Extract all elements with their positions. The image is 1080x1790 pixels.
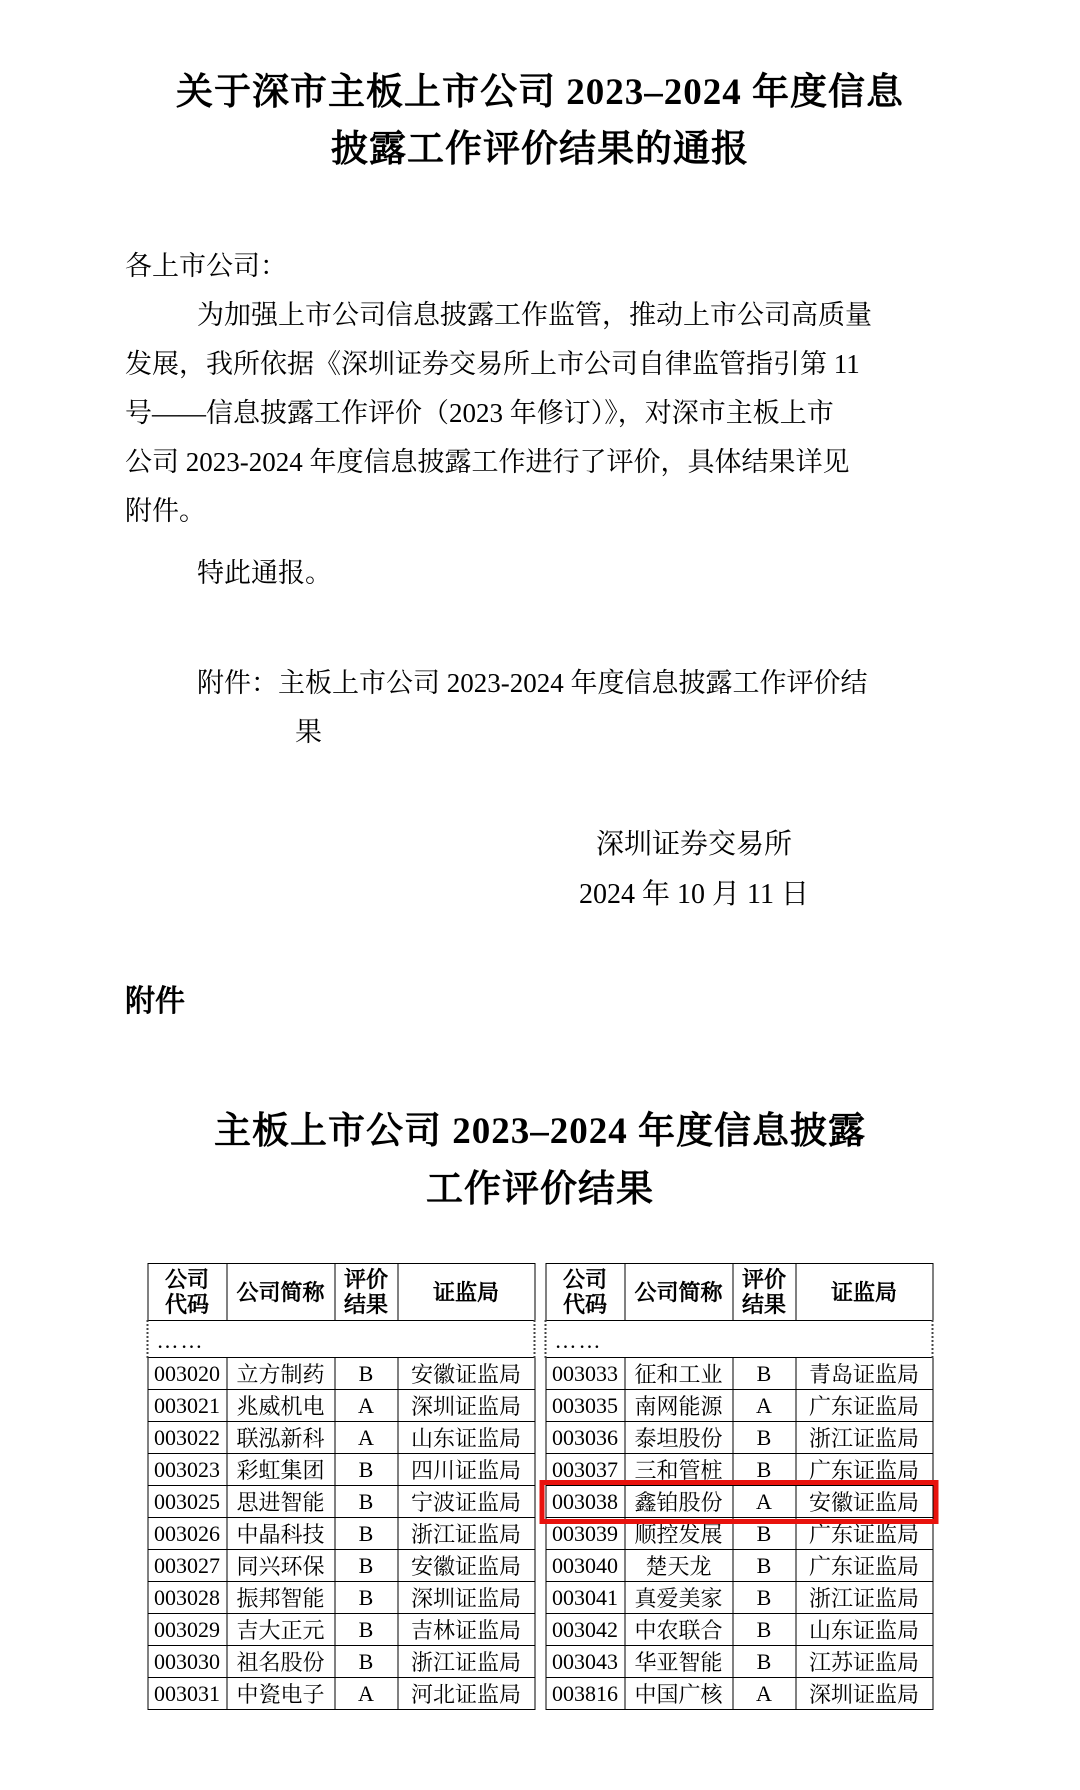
company-name-cell: 振邦智能 [227,1582,335,1614]
company-code-cell: 003041 [546,1582,625,1614]
bureau-cell: 安徽证监局 [796,1486,933,1518]
paragraph-line: 为加强上市公司信息披露工作监管，推动上市公司高质量 [197,300,872,330]
table-row [148,1454,535,1486]
table-row [148,1518,535,1550]
grade-cell: B [335,1614,398,1646]
company-name-cell: 泰坦股份 [625,1422,733,1454]
company-name-cell: 吉大正元 [227,1614,335,1646]
company-code-cell: 003036 [546,1422,625,1454]
bureau-cell: 山东证监局 [398,1422,535,1454]
grade-cell: B [733,1422,796,1454]
table-row [546,1358,933,1390]
grade-cell: B [335,1646,398,1678]
ellipsis-cell: …… [546,1321,933,1358]
company-code-cell: 003816 [546,1678,625,1710]
table-row [148,1550,535,1582]
bureau-cell: 安徽证监局 [398,1358,535,1390]
attachment-note-line2: 果 [295,717,322,747]
bureau-cell: 深圳证监局 [796,1678,933,1710]
company-code-cell: 003028 [148,1582,227,1614]
company-code-cell: 003021 [148,1390,227,1422]
signature-block [448,820,940,920]
grade-cell: B [733,1582,796,1614]
grade-cell: A [733,1390,796,1422]
ellipsis-cell: …… [148,1321,535,1358]
company-code-cell: 003027 [148,1550,227,1582]
company-name-cell: 楚天龙 [625,1550,733,1582]
table-row [546,1518,933,1550]
company-code-cell: 003033 [546,1358,625,1390]
closing-line: 特此通报。 [197,558,332,588]
notice-body [125,242,957,598]
table-row [148,1582,535,1614]
header-company-name: 公司简称 [625,1264,733,1321]
bureau-cell: 浙江证监局 [398,1518,535,1550]
company-name-cell: 同兴环保 [227,1550,335,1582]
table-row [148,1486,535,1518]
attachment-label: 附件 [125,985,185,1018]
grade-cell: B [733,1518,796,1550]
attachment-title [0,1103,1080,1219]
company-name-cell: 华亚智能 [625,1646,733,1678]
company-name-cell: 顺控发展 [625,1518,733,1550]
results-tables [147,1263,934,1710]
ellipsis-row [546,1321,933,1358]
company-name-cell: 中国广核 [625,1678,733,1710]
table-header [546,1264,933,1321]
paragraph-line: 号——信息披露工作评价（2023 年修订）》，对深市主板上市 [125,398,834,428]
company-name-cell: 真爱美家 [625,1582,733,1614]
bureau-cell: 广东证监局 [796,1454,933,1486]
table-row [546,1454,933,1486]
grade-cell: A [733,1486,796,1518]
bureau-cell: 深圳证监局 [398,1582,535,1614]
table-row [148,1646,535,1678]
issue-date: 2024 年 10 月 11 日 [579,879,809,910]
grade-cell: A [335,1390,398,1422]
results-table-left [147,1263,536,1710]
bureau-cell: 浙江证监局 [398,1646,535,1678]
paragraph-line: 发展，我所依据《深圳证券交易所上市公司自律监管指引第 11 [125,349,860,379]
table-row [546,1550,933,1582]
company-code-cell: 003025 [148,1486,227,1518]
company-name-cell: 祖名股份 [227,1646,335,1678]
header-company-code: 公司 代码 [546,1264,625,1321]
bureau-cell: 深圳证监局 [398,1390,535,1422]
grade-cell: B [733,1614,796,1646]
table-row [546,1582,933,1614]
notice-title [0,64,1080,178]
bureau-cell: 宁波证监局 [398,1486,535,1518]
company-name-cell: 南网能源 [625,1390,733,1422]
grade-cell: B [335,1550,398,1582]
paragraph-line: 公司 2023-2024 年度信息披露工作进行了评价，具体结果详见 [125,447,850,477]
table-row [546,1646,933,1678]
company-code-cell: 003042 [546,1614,625,1646]
company-code-cell: 003029 [148,1614,227,1646]
bureau-cell: 广东证监局 [796,1550,933,1582]
attachment-note-line1: 附件：主板上市公司 2023-2024 年度信息披露工作评价结 [197,668,868,698]
company-code-cell: 003038 [546,1486,625,1518]
table-header [148,1264,535,1321]
company-code-cell: 003043 [546,1646,625,1678]
issuer-name: 深圳证券交易所 [595,829,792,860]
table-row [546,1390,933,1422]
company-code-cell: 003035 [546,1390,625,1422]
company-code-cell: 003030 [148,1646,227,1678]
header-company-name: 公司简称 [227,1264,335,1321]
grade-cell: A [335,1422,398,1454]
bureau-cell: 吉林证监局 [398,1614,535,1646]
table-row [148,1678,535,1710]
grade-cell: A [733,1678,796,1710]
bureau-cell: 青岛证监局 [796,1358,933,1390]
bureau-cell: 广东证监局 [796,1390,933,1422]
grade-cell: B [733,1454,796,1486]
company-code-cell: 003026 [148,1518,227,1550]
company-code-cell: 003039 [546,1518,625,1550]
notice-title-line1: 关于深市主板上市公司 2023–2024 年度信息 [176,72,904,113]
grade-cell: B [733,1550,796,1582]
table-row [546,1422,933,1454]
grade-cell: B [733,1358,796,1390]
company-name-cell: 中农联合 [625,1614,733,1646]
company-name-cell: 三和管桩 [625,1454,733,1486]
table-row [546,1678,933,1710]
table-row [148,1358,535,1390]
paragraph-line: 附件。 [125,496,206,526]
grade-cell: B [335,1358,398,1390]
grade-cell: A [335,1678,398,1710]
table-row [546,1614,933,1646]
bureau-cell: 安徽证监局 [398,1550,535,1582]
company-name-cell: 鑫铂股份 [625,1486,733,1518]
attachment-title-line2: 工作评价结果 [426,1169,654,1210]
company-name-cell: 联泓新科 [227,1422,335,1454]
header-grade: 评价 结果 [335,1264,398,1321]
header-bureau: 证监局 [398,1264,535,1321]
notice-title-line2: 披露工作评价结果的通报 [331,129,749,170]
bureau-cell: 山东证监局 [796,1614,933,1646]
company-name-cell: 中晶科技 [227,1518,335,1550]
salutation: 各上市公司： [125,251,287,281]
company-name-cell: 彩虹集团 [227,1454,335,1486]
company-name-cell: 征和工业 [625,1358,733,1390]
bureau-cell: 浙江证监局 [796,1582,933,1614]
table-row [148,1614,535,1646]
company-name-cell: 立方制药 [227,1358,335,1390]
grade-cell: B [733,1646,796,1678]
ellipsis-row [148,1321,535,1358]
company-name-cell: 中瓷电子 [227,1678,335,1710]
grade-cell: B [335,1582,398,1614]
company-code-cell: 003037 [546,1454,625,1486]
grade-cell: B [335,1518,398,1550]
header-bureau: 证监局 [796,1264,933,1321]
attachment-title-line1: 主板上市公司 2023–2024 年度信息披露 [214,1111,866,1152]
company-name-cell: 兆威机电 [227,1390,335,1422]
header-company-code: 公司 代码 [148,1264,227,1321]
company-code-cell: 003020 [148,1358,227,1390]
company-name-cell: 思进智能 [227,1486,335,1518]
table-row-highlighted [546,1486,933,1518]
table-row [148,1390,535,1422]
attachment-note [125,659,957,757]
results-table-right [545,1263,934,1710]
company-code-cell: 003023 [148,1454,227,1486]
bureau-cell: 浙江证监局 [796,1422,933,1454]
table-row [148,1422,535,1454]
bureau-cell: 四川证监局 [398,1454,535,1486]
grade-cell: B [335,1486,398,1518]
company-code-cell: 003031 [148,1678,227,1710]
bureau-cell: 河北证监局 [398,1678,535,1710]
header-grade: 评价 结果 [733,1264,796,1321]
company-code-cell: 003022 [148,1422,227,1454]
company-code-cell: 003040 [546,1550,625,1582]
bureau-cell: 江苏证监局 [796,1646,933,1678]
grade-cell: B [335,1454,398,1486]
bureau-cell: 广东证监局 [796,1518,933,1550]
